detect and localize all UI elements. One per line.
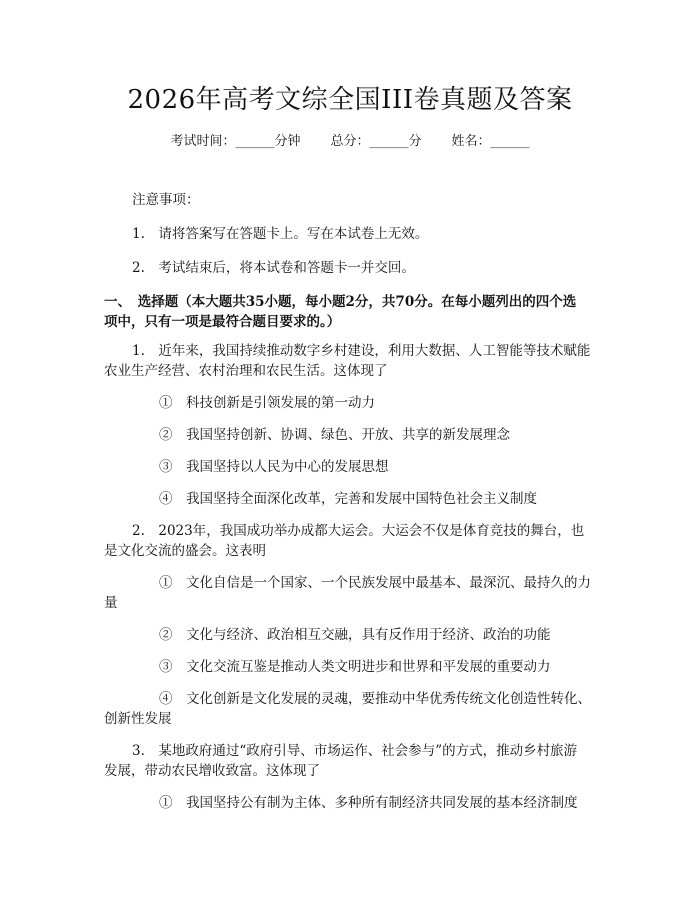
question-2-option-4-line2: 创新性发展 (104, 711, 172, 727)
exam-time-field: 考试时间：______分钟 (170, 134, 301, 149)
note-item-2: 2. 考试结束后，将本试卷和答题卡一并交回。 (132, 260, 415, 276)
question-2-option-1-line2: 量 (104, 595, 118, 611)
notes-heading: 注意事项： (132, 192, 200, 208)
section-heading-line2: 项中，只有一项是最符合题目要求的。） (104, 314, 341, 330)
question-3-stem-line2: 发展，带动农民增收致富。这体现了 (104, 763, 320, 779)
question-1-option-2: ② 我国坚持创新、协调、绿色、开放、共享的新发展理念 (159, 427, 510, 443)
question-3-stem-line1: 3. 某地政府通过“政府引导、市场运作、社会参与”的方式，推动乡村旅游 (132, 743, 578, 759)
question-1-option-3: ③ 我国坚持以人民为中心的发展思想 (159, 459, 389, 475)
section-heading-line1: 一、 选择题（本大题共35小题，每小题2分，共70分。在每小题列出的四个选 (104, 294, 577, 310)
question-1-stem-line1: 1. 近年来，我国持续推动数字乡村建设，利用大数据、人工智能等技术赋能 (132, 343, 591, 359)
note-item-1: 1. 请将答案写在答题卡上。写在本试卷上无效。 (132, 226, 429, 242)
question-2-option-1-line1: ① 文化自信是一个国家、一个民族发展中最基本、最深沉、最持久的力 (159, 575, 591, 591)
question-3-option-1: ① 我国坚持公有制为主体、多种所有制经济共同发展的基本经济制度 (159, 795, 578, 811)
question-2-option-3: ③ 文化交流互鉴是推动人类文明进步和世界和平发展的重要动力 (159, 659, 551, 675)
question-2-option-4-line1: ④ 文化创新是文化发展的灵魂，要推动中华优秀传统文化创造性转化、 (159, 691, 591, 707)
question-1-stem-line2: 农业生产经营、农村治理和农民生活。这体现了 (104, 363, 388, 379)
exam-meta (0, 133, 700, 151)
question-2-option-2: ② 文化与经济、政治相互交融，具有反作用于经济、政治的功能 (159, 627, 551, 643)
question-1-option-1: ① 科技创新是引领发展的第一动力 (159, 395, 375, 411)
exam-score-field: 总分：______分 (330, 134, 422, 149)
document-title: 2026年高考文综全国III卷真题及答案 (127, 85, 573, 115)
question-2-stem-line1: 2. 2023年，我国成功举办成都大运会。大运会不仅是体育竞技的舞台，也 (132, 523, 585, 539)
question-1-option-4: ④ 我国坚持全面深化改革，完善和发展中国特色社会主义制度 (159, 491, 537, 507)
question-2-stem-line2: 是文化交流的盛会。这表明 (104, 543, 266, 559)
exam-name-field: 姓名：______ (451, 134, 530, 149)
